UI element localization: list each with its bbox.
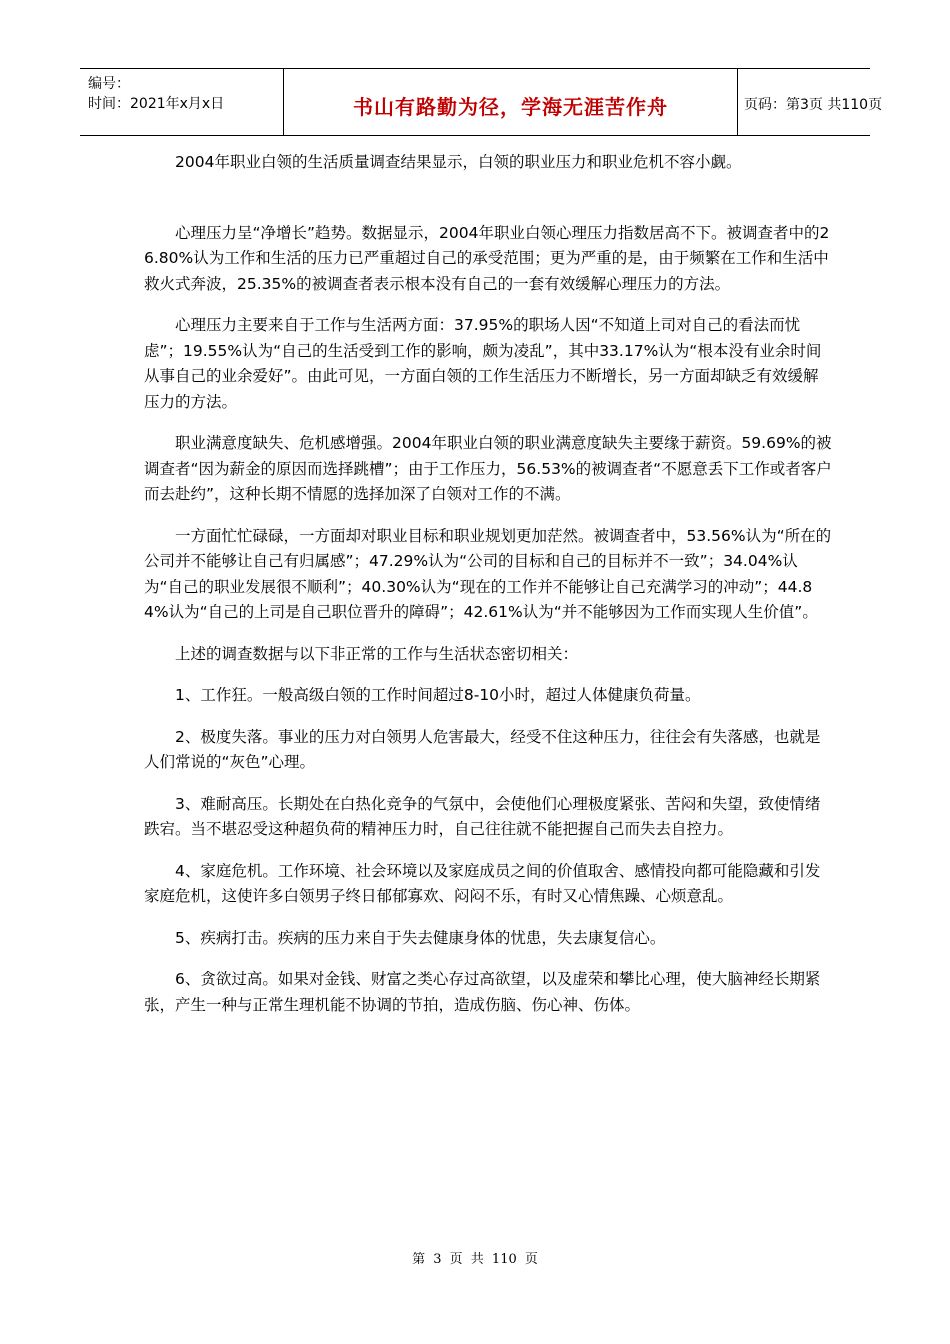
serial-number-label: 编号：	[88, 76, 130, 92]
motto-text: 书山有路勤为径，学海无涯苦作舟	[353, 95, 668, 119]
paragraph: 心理压力主要来自于工作与生活两方面：37.95%的职场人因“不知道上司对自己的看法而忧虑”；19.55%认为“自己的生活受到工作的影响，颇为凌乱”，其中33.17%认为“根本没有业余时间从事自己的业余爱好”。由此可见，一方面白领的工作生活压力不断增长，另一方面却缺乏有效缓解压力的方法。	[144, 316, 822, 411]
header-motto-cell	[283, 69, 738, 135]
paragraph: 一方面忙忙碌碌，一方面却对职业目标和职业规划更加茫然。被调查者中，53.56%认为“所在的公司并不能够让自己有归属感”；47.29%认为“公司的目标和自己的目标并不一致”；34.04%认为“自己的职业发展很不顺利”；40.30%认为“现在的工作并不能够让自己充满学习的冲动”；44.84%认为“自己的上司是自己职位晋升的障碍”；42.61%认为“并不能够因为工作而实现人生价值”。	[144, 526, 832, 621]
list-item-paragraph: 3、难耐高压。长期处在白热化竞争的气氛中，会使他们心理极度紧张、苦闷和失望，致使情绪跌宕。当不堪忍受这种超负荷的精神压力时，自己往往就不能把握自己而失去自控力。	[144, 794, 821, 838]
document-body	[144, 150, 834, 1034]
paragraph: 心理压力呈“净增长”趋势。数据显示，2004年职业白领心理压力指数居高不下。被调查者中的26.80%认为工作和生活的压力已严重超过自己的承受范围；更为严重的是，由于频繁在工作和生活中救火式奔波，25.35%的被调查者表示根本没有自己的一套有效缓解心理压力的方法。	[144, 223, 830, 293]
header-page-cell	[738, 69, 883, 135]
list-item-paragraph: 4、家庭危机。工作环境、社会环境以及家庭成员之间的价值取舍、感情投向都可能隐藏和引发家庭危机，这使许多白领男子终日郁郁寡欢、闷闷不乐，有时又心情焦躁、心烦意乱。	[144, 861, 821, 905]
paragraph: 职业满意度缺失、危机感增强。2004年职业白领的职业满意度缺失主要缘于薪资。59.69%的被调查者“因为薪金的原因而选择跳槽”；由于工作压力，56.53%的被调查者“不愿意丢下工作或者客户而去赴约”，这种长期不情愿的选择加深了白领对工作的不满。	[144, 434, 832, 503]
header-meta-cell	[80, 69, 283, 135]
list-item-paragraph: 1、工作狂。一般高级白领的工作时间超过8-10小时，超过人体健康负荷量。	[175, 686, 701, 704]
list-item-paragraph: 2、极度失落。事业的压力对白领男人危害最大，经受不住这种压力，往往会有失落感，也就是人们常说的“灰色”心理。	[144, 727, 821, 771]
date-label: 时间：2021年x月x日	[88, 96, 225, 112]
paragraph: 上述的调查数据与以下非正常的工作与生活状态密切相关：	[175, 644, 579, 663]
paragraph-intro: 2004年职业白领的生活质量调查结果显示，白领的职业压力和职业危机不容小觑。	[175, 153, 742, 171]
page-footer: 第 3 页 共 110 页	[412, 1252, 538, 1267]
list-item-paragraph: 6、贪欲过高。如果对金钱、财富之类心存过高欲望，以及虚荣和攀比心理，使大脑神经长期紧张，产生一种与正常生理机能不协调的节拍，造成伤脑、伤心神、伤体。	[144, 970, 821, 1014]
page-number-label: 页码：第3页 共110页	[744, 97, 883, 113]
document-header	[80, 68, 883, 136]
list-item-paragraph: 5、疾病打击。疾病的压力来自于失去健康身体的忧患，失去康复信心。	[175, 928, 666, 947]
